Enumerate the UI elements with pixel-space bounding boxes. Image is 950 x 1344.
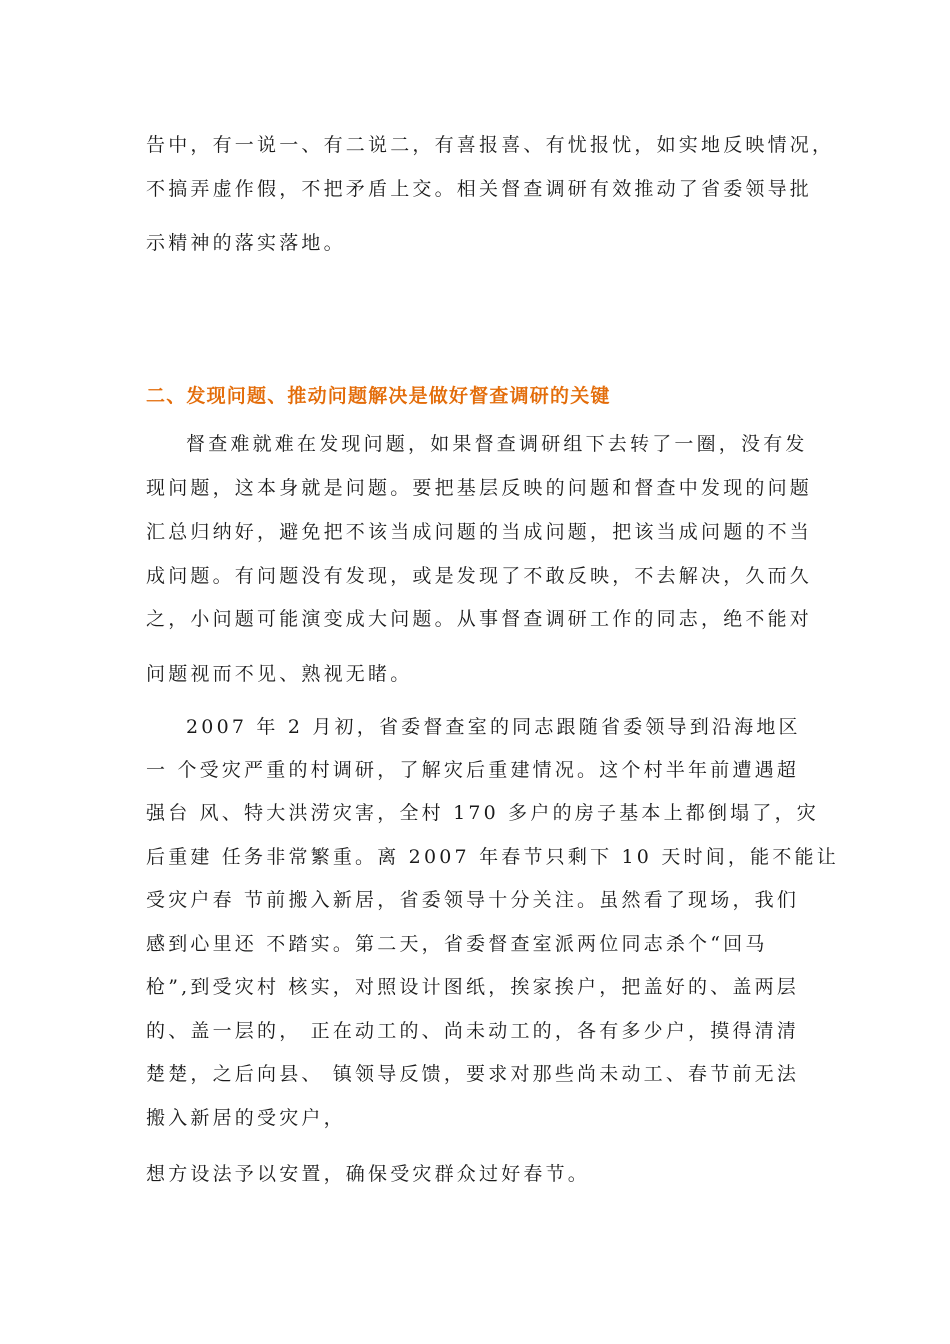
paragraph-1-line-2: 不搞弄虚作假，不把矛盾上交。相关督查调研有效推动了省委领导批 <box>146 178 813 200</box>
paragraph-2-line-5: 之，小问题可能演变成大问题。从事督查调研工作的同志，绝不能对 <box>146 608 813 630</box>
paragraph-1-line-1: 告中，有一说一、有二说二，有喜报喜、有忧报忧，如实地反映情况， <box>146 134 835 156</box>
paragraph-3-line-4: 后重建 任务非常繁重。离 2007 年春节只剩下 10 天时间，能不能让 <box>146 846 839 868</box>
paragraph-3-line-1: 2007 年 2 月初，省委督查室的同志跟随省委领导到沿海地区 <box>186 716 801 738</box>
paragraph-2-line-3: 汇总归纳好，避免把不该当成问题的当成问题，把该当成问题的不当 <box>146 521 813 543</box>
paragraph-3-line-3: 强台 风、特大洪涝灾害，全村 170 多户的房子基本上都倒塌了，灾 <box>146 802 819 824</box>
paragraph-3-line-2: 一 个受灾严重的村调研，了解灾后重建情况。这个村半年前遭遇超 <box>146 759 800 781</box>
paragraph-1-line-3: 示精神的落实落地。 <box>146 232 346 254</box>
paragraph-3-line-8: 的、盖一层的， 正在动工的、尚未动工的，各有多少户，摸得清清 <box>146 1020 800 1042</box>
paragraph-2-line-6: 问题视而不见、熟视无睹。 <box>146 663 413 685</box>
paragraph-2-line-4: 成问题。有问题没有发现，或是发现了不敢反映，不去解决，久而久 <box>146 565 813 587</box>
paragraph-3-line-6: 感到心里还 不踏实。第二天，省委督查室派两位同志杀个“回马 <box>146 933 768 955</box>
paragraph-2-line-1: 督查难就难在发现问题，如果督查调研组下去转了一圈，没有发 <box>186 433 808 455</box>
paragraph-3-line-5: 受灾户春 节前搬入新居，省委领导十分关注。虽然看了现场，我们 <box>146 889 800 911</box>
paragraph-3-line-9: 楚楚，之后向县、 镇领导反馈，要求对那些尚未动工、春节前无法 <box>146 1063 800 1085</box>
paragraph-3-line-7: 枪”,到受灾村 核实，对照设计图纸，挨家挨户，把盖好的、盖两层 <box>146 976 799 998</box>
paragraph-3-line-11: 想方设法予以安置，确保受灾群众过好春节。 <box>146 1163 591 1185</box>
section-heading: 二、发现问题、推动问题解决是做好督查调研的关键 <box>146 385 611 407</box>
paragraph-3-line-10: 搬入新居的受灾户， <box>146 1107 346 1129</box>
paragraph-2-line-2: 现问题，这本身就是问题。要把基层反映的问题和督查中发现的问题 <box>146 477 813 499</box>
